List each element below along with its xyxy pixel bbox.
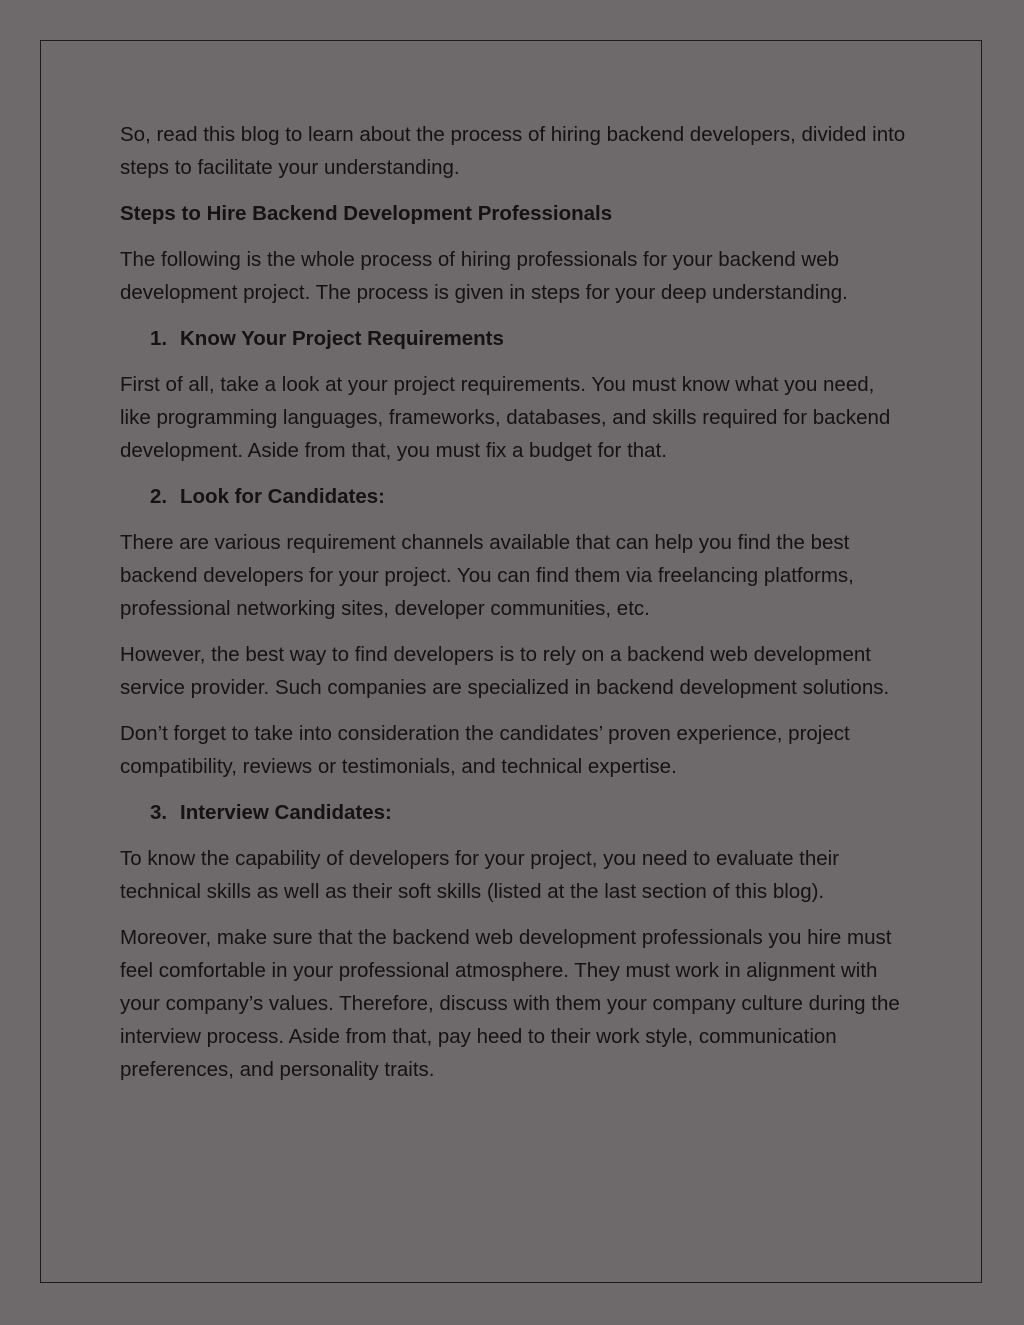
step-title: Know Your Project Requirements bbox=[180, 327, 504, 350]
step-2-paragraph-1: There are various requirement channels available that can help you find the best backend developers for your project. You can find them via freelancing platforms, professional networking sites, developer communities, etc. bbox=[120, 531, 854, 620]
section-heading: Steps to Hire Backend Development Professionals bbox=[120, 202, 613, 225]
step-3-paragraph-1: To know the capability of developers for your project, you need to evaluate their technical skills as well as their soft skills (listed at the last section of this blog). bbox=[120, 847, 840, 903]
step-3-paragraph-2: Moreover, make sure that the backend web development professionals you hire must feel comfortable in your professional atmosphere. They must work in alignment with your company’s values. Therefore, discuss with them your company culture during the interview process. Aside from that, pay heed to their work style, communication preferences, and personality traits. bbox=[120, 926, 900, 1081]
document-body bbox=[120, 118, 910, 1099]
step-1-heading bbox=[120, 322, 910, 355]
step-number: 3. bbox=[150, 801, 168, 824]
step-2-paragraph-3: Don’t forget to take into consideration the candidates’ proven experience, project compatibility, reviews or testimonials, and technical expertise. bbox=[120, 722, 850, 778]
intro-paragraph: So, read this blog to learn about the process of hiring backend developers, divided into steps to facilitate your understanding. bbox=[120, 123, 906, 179]
step-3-heading bbox=[120, 796, 910, 829]
overview-paragraph: The following is the whole process of hiring professionals for your backend web development project. The process is given in steps for your deep understanding. bbox=[120, 248, 848, 304]
step-2-paragraph-2: However, the best way to find developers is to rely on a backend web development service provider. Such companies are specialized in backend development solutions. bbox=[120, 643, 890, 699]
step-2-heading bbox=[120, 480, 910, 513]
step-title: Interview Candidates: bbox=[180, 801, 392, 824]
step-1-paragraph-1: First of all, take a look at your project requirements. You must know what you need, like programming languages, frameworks, databases, and skills required for backend development. Aside from that, you must fix a budget for that. bbox=[120, 373, 891, 462]
step-number: 2. bbox=[150, 485, 168, 508]
step-number: 1. bbox=[150, 327, 168, 350]
step-title: Look for Candidates: bbox=[180, 485, 386, 508]
